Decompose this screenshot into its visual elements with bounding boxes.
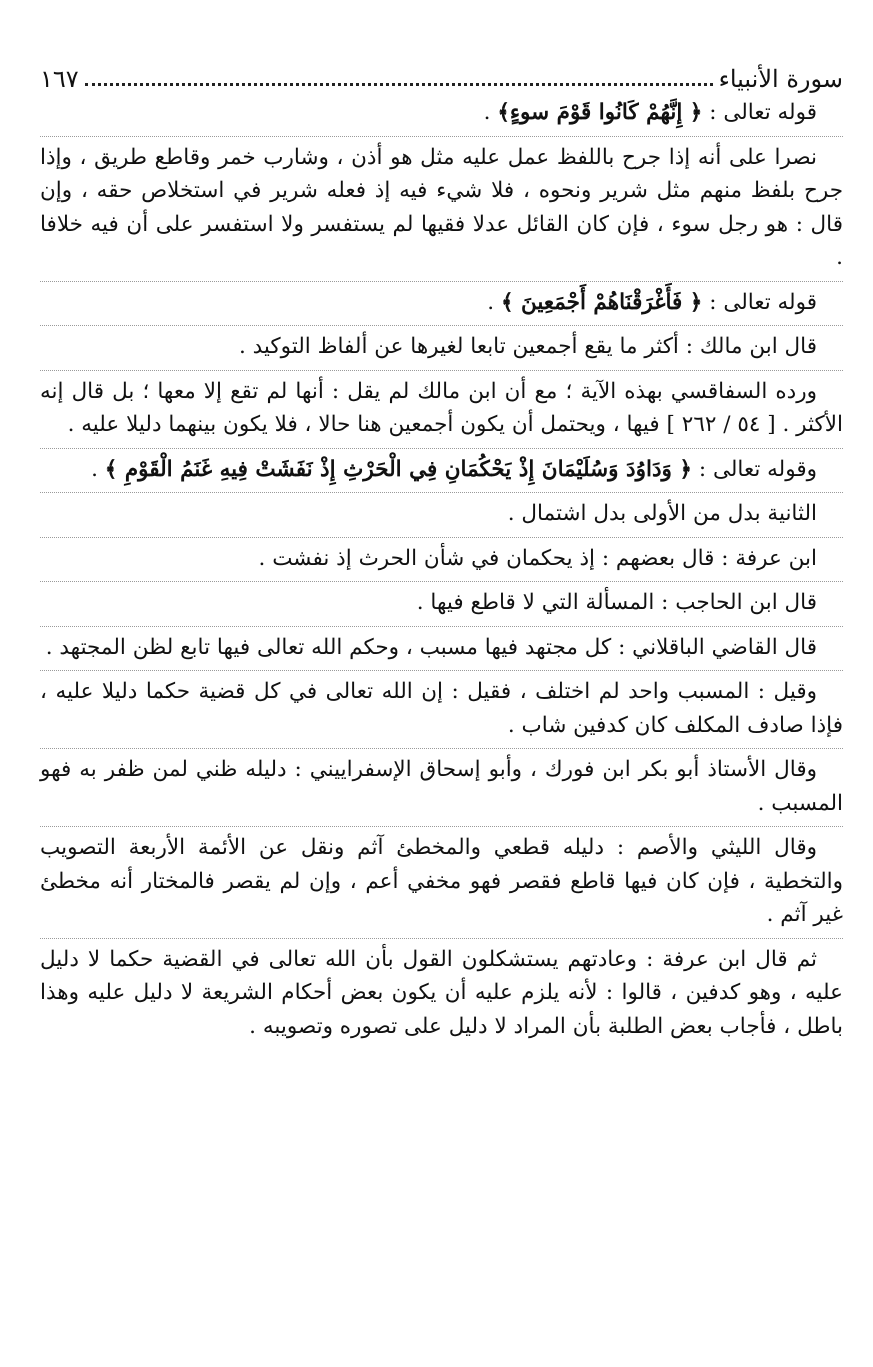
paragraph-text: قوله تعالى : [702, 100, 817, 125]
paragraph-text: قال ابن مالك : أكثر ما يقع أجمعين تابعا لغيرها عن ألفاظ التوكيد . [238, 334, 817, 359]
paragraph-9 [40, 582, 843, 627]
paragraph-text: ورده السفاقسي بهذه الآية ؛ مع أن ابن مالك لم يقل : أنها لم تقع إلا معها ؛ بل قال إنه الأكثر . [ ٥٤ / ٢٦٢ ] فيها ، ويحتمل أن يكون أجمعين هنا حالا ، فلا يكون بينهما دليلا عليه . [40, 378, 843, 437]
paragraph-text: قوله تعالى : [702, 289, 817, 315]
paragraph-14 [40, 939, 843, 1050]
paragraph-text: قال ابن الحاجب : المسألة التي لا قاطع فيها . [416, 590, 817, 615]
paragraph-text: ابن عرفة : قال بعضهم : إذ يحكمان في شأن الحرث إذ نفشت . [258, 545, 817, 571]
paragraph-text: وقال الليثي والأصم : دليله قطعي والمخطئ آثم ونقل عن الأئمة الأربعة التصويب والتخطية ، فإن كان فيها قاطع فقصر فهو مخفي أعم ، وإن لم يقصر فالمختار أنه مخطئ غير آثم . [40, 835, 843, 927]
paragraph-text: نصرا على أنه إذا جرح باللفظ عمل عليه مثل هو أذن ، وشارب خمر وقاطع طريق ، وإذا جرح بلفظ منهم مثل شرير ونحوه ، فلا شيء فيه إذ فعله شرير في استخلاص حقه ، وإن قال : هو رجل سوء ، فإن كان القائل عدلا فقيها لم يستفسر ولا استفسر على أن فيه خلافا . [40, 144, 843, 270]
paragraph-10 [40, 627, 843, 672]
book-page [40, 56, 843, 1049]
paragraph-4 [40, 326, 843, 371]
paragraph-text: الثانية بدل من الأولى بدل اشتمال . [507, 501, 817, 526]
paragraph-text-end: . [483, 100, 498, 125]
paragraph-11 [40, 671, 843, 749]
paragraph-2 [40, 137, 843, 282]
quran-verse: ﴿ إِنَّهُمْ كَانُوا قَوْمَ سوءٍ﴾ [497, 100, 703, 125]
paragraph-text: ثم قال ابن عرفة : وعادتهم يستشكلون القول بأن الله تعالى في القضية حكما لا دليل عليه ، وهو كدفين ، قالوا : لأنه يلزم عليه أن يكون بعض أحكام الشريعة لا دليل عليه وهذا باطل ، فأجاب بعض الطلبة بأن المراد لا دليل على تصوره وتصويبه . [40, 946, 843, 1039]
quran-verse: ﴿ وَدَاوُدَ وَسُلَيْمَانَ إِذْ يَحْكُمَانِ فِي الْحَرْثِ إِذْ نَفَشَتْ فِيهِ غَنَمُ الْقَوْمِ ﴾ [104, 456, 693, 482]
paragraph-12 [40, 749, 843, 827]
paragraph-text-end: . [487, 289, 501, 315]
paragraph-text: قال القاضي الباقلاني : كل مجتهد فيها مسبب ، وحكم الله تعالى فيها تابع لظن المجتهد . [45, 634, 817, 660]
paragraph-6 [40, 449, 843, 494]
paragraph-text-end: . [91, 456, 105, 482]
running-title: سورة الأنبياء [718, 65, 843, 93]
paragraph-text: وقيل : المسبب واحد لم اختلف ، فقيل : إن الله تعالى في كل قضية حكما دليلا عليه ، فإذا صادف المكلف كان كدفين شاب . [40, 679, 843, 738]
paragraph-13 [40, 827, 843, 939]
paragraph-8 [40, 538, 843, 583]
paragraph-1 [40, 96, 843, 137]
page-header [40, 56, 843, 96]
header-dotted-leader [85, 83, 713, 86]
page-number: ١٦٧ [40, 65, 79, 93]
paragraph-7 [40, 493, 843, 538]
quran-verse: ﴿ فَأَغْرَقْنَاهُمْ أَجْمَعِينَ ﴾ [500, 289, 703, 315]
paragraph-5 [40, 371, 843, 449]
paragraph-3 [40, 282, 843, 327]
paragraph-text: وقوله تعالى : [692, 456, 817, 482]
paragraph-text: وقال الأستاذ أبو بكر ابن فورك ، وأبو إسحاق الإسفراييني : دليله ظني لمن ظفر به فهو المسبب . [40, 757, 843, 816]
